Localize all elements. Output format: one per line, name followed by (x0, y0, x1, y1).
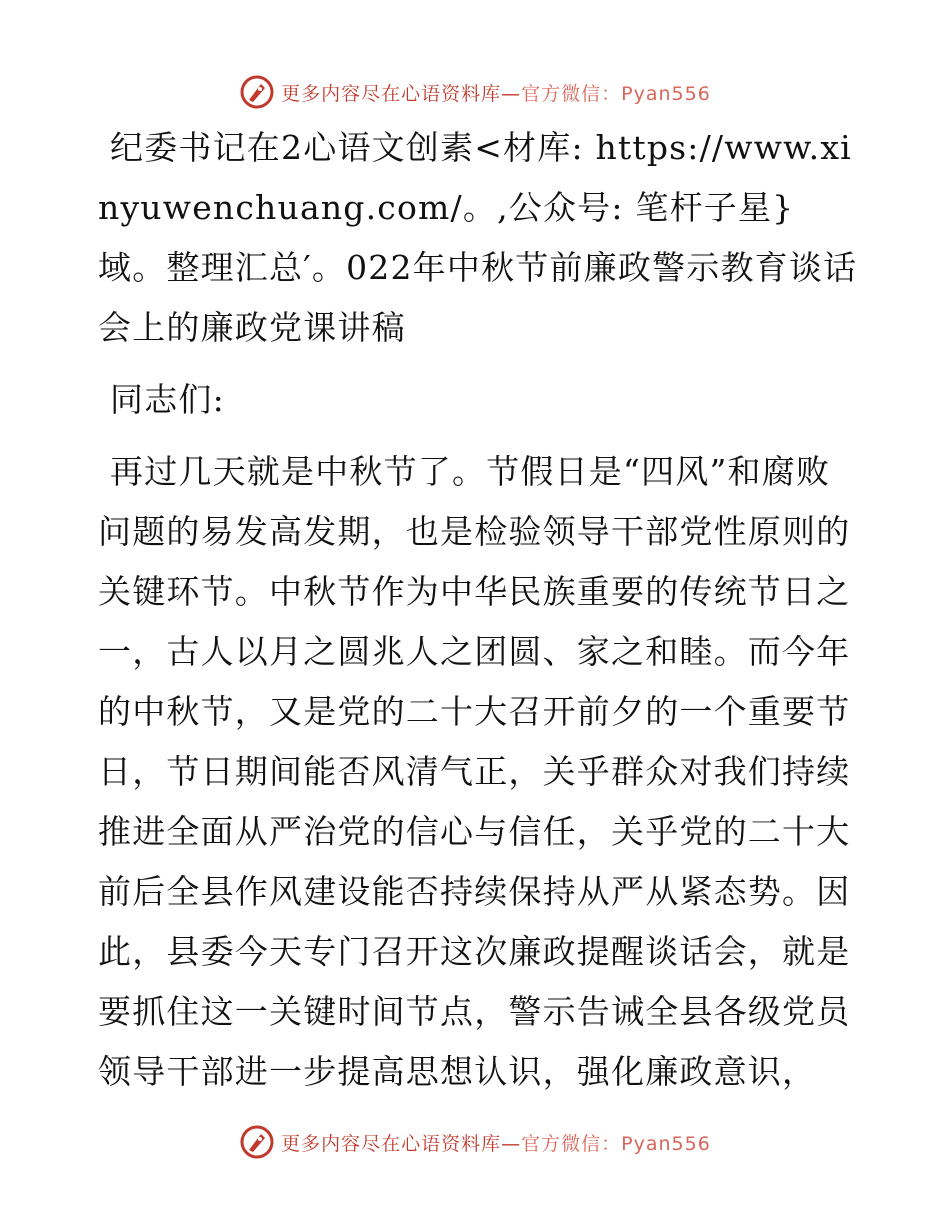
footer-banner-inner (239, 1124, 711, 1160)
document-body (98, 118, 858, 1102)
footer-banner-sep: — (501, 1132, 522, 1155)
salutation: 同志们: (110, 380, 225, 419)
pen-nib-logo-icon (239, 74, 275, 110)
header-banner-main: 更多内容尽在心语资料库 (281, 82, 502, 105)
document-title: 纪委书记在2心语文创素<材库: https://www.xinyuwenchuang.com/。,公众号: 笔杆子星}域。整理汇总′。022年中秋节前廉政警示教育谈话会上的廉政党课讲稿 (98, 128, 858, 347)
body-paragraph: 再过几天就是中秋节了。节假日是“四风”和腐败问题的易发高发期，也是检验领导干部党性原则的关键环节。中秋节作为中华民族重要的传统节日之一，古人以月之圆兆人之团圆、家之和睦。而今年的中秋节，又是党的二十大召开前夕的一个重要节日，节日期间能否风清气正，关乎群众对我们持续推进全面从严治党的信心与信任，关乎党的二十大前后全县作风建设能否持续保持从严从紧态势。因此，县委今天专门召开这次廉政提醒谈话会，就是要抓住这一关键时间节点，警示告诫全县各级党员领导干部进一步提高思想认识，强化廉政意识， (98, 452, 851, 1091)
header-banner-text (281, 79, 711, 106)
header-banner-inner (239, 74, 711, 110)
pen-nib-logo-icon (239, 1124, 275, 1160)
header-banner-wechat: 官方微信：Pyan556 (521, 82, 711, 105)
footer-banner-wechat: 官方微信：Pyan556 (521, 1132, 711, 1155)
footer-banner (0, 1122, 950, 1162)
footer-banner-main: 更多内容尽在心语资料库 (281, 1132, 502, 1155)
footer-banner-text (281, 1129, 711, 1156)
header-banner (0, 72, 950, 112)
header-banner-sep: — (501, 82, 522, 105)
